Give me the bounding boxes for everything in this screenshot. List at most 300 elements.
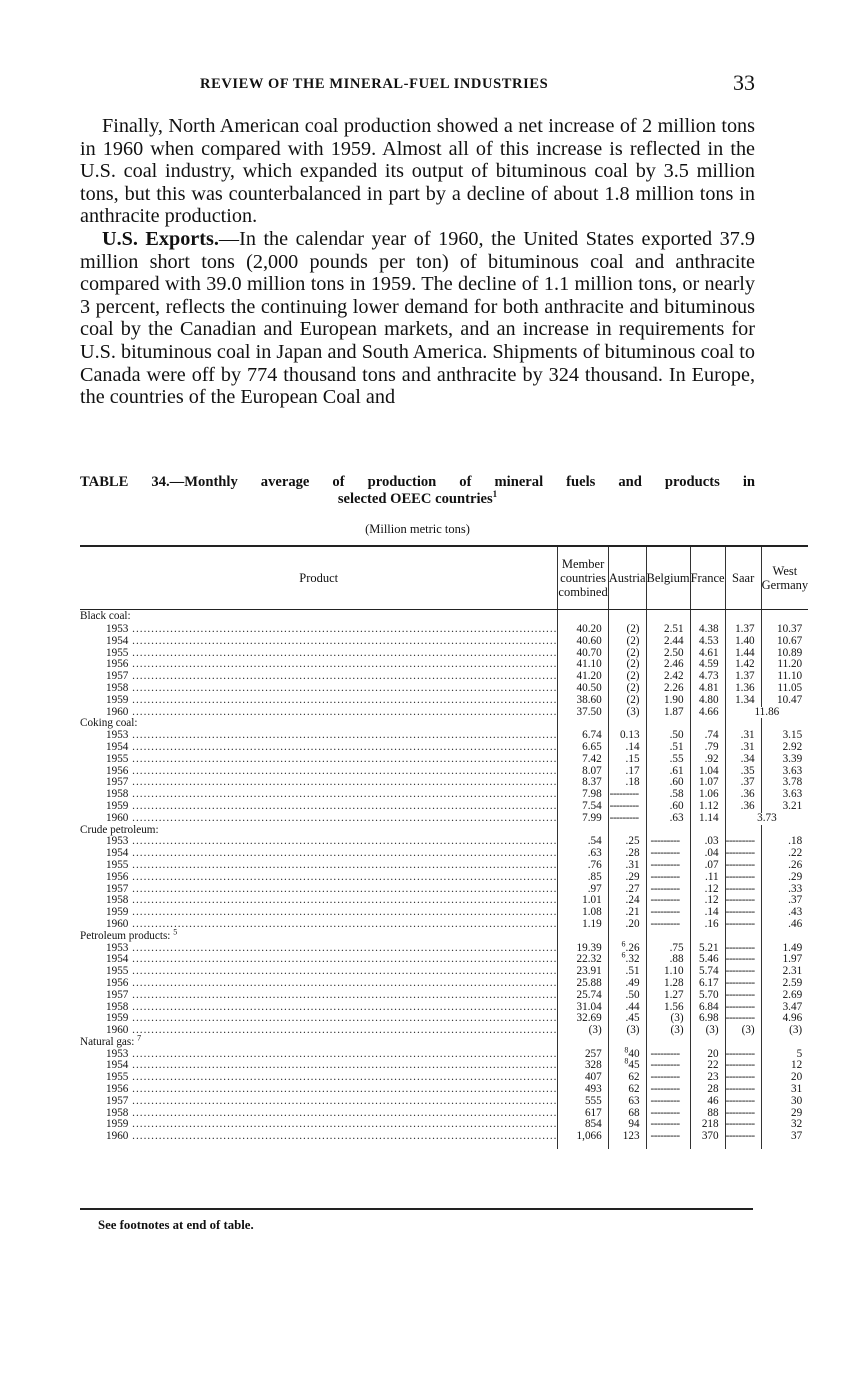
section-row xyxy=(80,825,808,837)
cell-value: 1.42 xyxy=(735,658,755,671)
cell-value: .88 xyxy=(669,953,684,966)
cell-value: 32 xyxy=(790,1118,803,1131)
cell-value: 40 xyxy=(628,1047,640,1060)
table-caption-line-2: selected OEEC countries xyxy=(337,491,493,507)
row-year xyxy=(80,789,558,801)
dash-placeholder: --------- xyxy=(650,1059,680,1072)
cell-value: .51 xyxy=(625,965,640,978)
cell-value: .44 xyxy=(625,1000,640,1013)
row-year xyxy=(80,813,558,825)
row-year xyxy=(80,671,558,683)
row-year xyxy=(80,1013,558,1025)
cell-value: (3) xyxy=(705,1024,719,1037)
cell-value: .37 xyxy=(788,894,803,907)
row-year xyxy=(80,624,558,636)
cell-value: .21 xyxy=(625,906,640,919)
cell-value: .16 xyxy=(704,917,719,930)
cell-value: .24 xyxy=(625,894,640,907)
section-label xyxy=(80,610,558,625)
dash-placeholder: --------- xyxy=(650,1118,680,1131)
cell-saar xyxy=(725,695,761,707)
cell-value: 28 xyxy=(707,1083,719,1096)
cell-value: .17 xyxy=(625,764,640,777)
cell-value: .92 xyxy=(704,752,719,765)
cell-value: 20 xyxy=(790,1071,803,1084)
paragraph-1-text: Finally, North American coal production showed a net increase of 2 million tons in 1960 when compared with 1959. Almost all of this increase is reflected in the U.S. coal industry, which expanded its output of bituminous coal by 3.5 million tons, but this was counterbalanced in part by a decline of about 1.8 million tons in anthracite production. xyxy=(80,115,755,228)
row-year xyxy=(80,1096,558,1108)
dash-placeholder: --------- xyxy=(650,882,680,895)
section-label-text: Black coal: xyxy=(80,610,131,623)
table-row xyxy=(80,884,808,896)
cell-value: .20 xyxy=(625,917,640,930)
cell-value: .60 xyxy=(669,799,684,812)
cell-value: 31 xyxy=(790,1083,803,1096)
section-label xyxy=(80,825,558,837)
cell-value: 3.15 xyxy=(782,729,803,742)
table-row xyxy=(80,1096,808,1108)
cell-value: 10.89 xyxy=(776,646,803,659)
row-year xyxy=(80,872,558,884)
cell-value: 6.65 xyxy=(582,740,602,753)
cell-value: .58 xyxy=(669,788,684,801)
row-year-text: 1959 ..... xyxy=(80,801,557,813)
cell-value: 1.10 xyxy=(664,965,684,978)
cell-austria xyxy=(608,1056,646,1072)
cell-value: 37.50 xyxy=(576,705,602,718)
section-row xyxy=(80,1037,808,1049)
cell-value: 32.69 xyxy=(576,1012,602,1025)
cell-value: 8.37 xyxy=(582,776,602,789)
cell-value: .36 xyxy=(740,788,755,801)
cell-west-germany xyxy=(761,1131,808,1149)
row-year xyxy=(80,1119,558,1131)
paragraph-2-run-in: U.S. Exports. xyxy=(102,227,219,250)
cell-value: 1.12 xyxy=(699,799,719,812)
cell-value: 1.19 xyxy=(582,917,602,930)
row-year xyxy=(80,1002,558,1014)
cell-value: .04 xyxy=(704,847,719,860)
cell-value: .37 xyxy=(740,776,755,789)
row-year-text: 1958 ..... xyxy=(80,1108,557,1120)
table-row xyxy=(80,1060,808,1072)
running-head xyxy=(80,70,755,98)
cell-value: .63 xyxy=(587,847,602,860)
cell-value: 68 xyxy=(628,1106,640,1119)
cell-value: 31.04 xyxy=(576,1000,602,1013)
cell-value: 2.92 xyxy=(782,740,803,753)
row-year xyxy=(80,1108,558,1120)
dash-placeholder: --------- xyxy=(609,799,639,812)
cell-value: 37 xyxy=(790,1130,803,1143)
cell-value: (2) xyxy=(626,693,640,706)
cell-saar xyxy=(725,1025,761,1037)
row-year-text: 1955 ..... xyxy=(80,648,557,660)
cell-value: .51 xyxy=(669,740,684,753)
section-spacer-cell xyxy=(646,1037,690,1049)
table-caption xyxy=(80,474,755,508)
cell-value: 6.17 xyxy=(699,976,719,989)
table-row xyxy=(80,848,808,860)
dash-placeholder: --------- xyxy=(725,1000,755,1013)
table-row xyxy=(80,1013,808,1025)
row-year-text: 1959 ..... xyxy=(80,1013,557,1025)
cell-saar-west-germany: 3.73 xyxy=(725,813,808,825)
cell-value: .50 xyxy=(625,988,640,1001)
cell-value: 10.67 xyxy=(776,634,803,647)
cell-value: 4.81 xyxy=(699,681,719,694)
cell-value: 1.01 xyxy=(582,894,602,907)
cell-value: 62 xyxy=(628,1083,640,1096)
section-row xyxy=(80,718,808,730)
cell-value: 3.21 xyxy=(782,799,803,812)
cell-value: 2.26 xyxy=(664,681,684,694)
cell-austria xyxy=(608,1096,646,1108)
dash-placeholder: --------- xyxy=(725,870,755,883)
dash-placeholder: --------- xyxy=(650,1106,680,1119)
cell-value: 1.27 xyxy=(664,988,684,1001)
row-year-text: 1960 ..... xyxy=(80,1131,557,1143)
cell-saar xyxy=(725,872,761,884)
dash-placeholder: --------- xyxy=(725,1106,755,1119)
row-year-text: 1959 ..... xyxy=(80,695,557,707)
cell-value: .12 xyxy=(704,882,719,895)
cell-value: 5.46 xyxy=(699,953,719,966)
cell-value: .29 xyxy=(788,870,803,883)
dash-placeholder: --------- xyxy=(650,858,680,871)
row-year-text: 1955 ..... xyxy=(80,860,557,872)
cell-value: 0.13 xyxy=(619,729,640,742)
cell-value: .74 xyxy=(704,729,719,742)
row-year-text: 1954 ..... xyxy=(80,954,557,966)
cell-value: (2) xyxy=(626,623,640,635)
dash-placeholder: --------- xyxy=(650,847,680,860)
cell-member-countries xyxy=(558,707,608,719)
cell-value: .29 xyxy=(625,870,640,883)
table-row xyxy=(80,1072,808,1084)
cell-value: .28 xyxy=(625,847,640,860)
row-year-text: 1954 ..... xyxy=(80,1060,557,1072)
paragraph-2 xyxy=(80,228,755,409)
row-year-text: 1955 ..... xyxy=(80,966,557,978)
cell-value: 7.99 xyxy=(582,811,602,824)
cell-austria xyxy=(608,1025,646,1037)
row-year xyxy=(80,636,558,648)
dash-placeholder: --------- xyxy=(725,894,755,907)
cell-value: .18 xyxy=(788,835,803,848)
cell-value: 4.61 xyxy=(699,646,719,659)
cell-belgium xyxy=(646,1025,690,1037)
cell-value: 2.42 xyxy=(664,670,684,683)
row-year xyxy=(80,1049,558,1061)
cell-value: 218 xyxy=(701,1118,719,1131)
cell-value: (2) xyxy=(626,681,640,694)
table-row xyxy=(80,836,808,848)
table-row xyxy=(80,1049,808,1061)
cell-belgium xyxy=(646,1096,690,1108)
cell-value: 257 xyxy=(584,1047,602,1060)
dash-placeholder: --------- xyxy=(725,941,755,954)
cell-value: 4.96 xyxy=(782,1012,803,1025)
dash-placeholder: --------- xyxy=(725,1059,755,1072)
cell-value: .97 xyxy=(587,882,602,895)
cell-saar xyxy=(725,801,761,813)
cell-austria xyxy=(608,1072,646,1084)
cell-value: 63 xyxy=(628,1094,640,1107)
cell-value: .25 xyxy=(625,835,640,848)
row-year-text: 1957 ..... xyxy=(80,884,557,896)
cell-value: 1.49 xyxy=(782,941,803,954)
running-title: REVIEW OF THE MINERAL-FUEL INDUSTRIES xyxy=(200,76,549,92)
cell-value: 1.87 xyxy=(664,705,684,718)
row-year xyxy=(80,895,558,907)
dash-placeholder: --------- xyxy=(650,917,680,930)
cell-value: 30 xyxy=(790,1094,803,1107)
row-year xyxy=(80,648,558,660)
cell-value: .54 xyxy=(587,835,602,848)
dash-placeholder: --------- xyxy=(725,1012,755,1025)
row-year-text: 1954 ..... xyxy=(80,742,557,754)
cell-austria xyxy=(608,813,646,825)
cell-value: .15 xyxy=(625,752,640,765)
section-spacer-cell xyxy=(725,610,761,625)
row-year-text: 1958 ..... xyxy=(80,895,557,907)
table-row xyxy=(80,730,808,742)
cell-value: 19.39 xyxy=(576,941,602,954)
row-year-text: 1954 ..... xyxy=(80,848,557,860)
cell-value: .60 xyxy=(669,776,684,789)
cell-value: 1.37 xyxy=(735,623,755,635)
cell-saar xyxy=(725,919,761,931)
cell-value: 4.73 xyxy=(699,670,719,683)
cell-value: 1.06 xyxy=(699,788,719,801)
cell-belgium xyxy=(646,1131,690,1149)
cell-west-germany xyxy=(761,801,808,813)
cell-saar xyxy=(725,1131,761,1149)
header-west-germany: West Germany xyxy=(761,546,808,610)
dash-placeholder: --------- xyxy=(650,1083,680,1096)
row-year xyxy=(80,730,558,742)
cell-value: .49 xyxy=(625,976,640,989)
cell-value: .12 xyxy=(704,894,719,907)
cell-value: .34 xyxy=(740,752,755,765)
row-year-text: 1956 ..... xyxy=(80,978,557,990)
cell-value: 2.59 xyxy=(782,976,803,989)
cell-value: 493 xyxy=(584,1083,602,1096)
table-header-row xyxy=(80,546,808,610)
row-year xyxy=(80,954,558,966)
cell-value: 7.42 xyxy=(582,752,602,765)
data-table xyxy=(80,545,808,1149)
table-caption-line-1: TABLE 34.—Monthly average of production of mineral fuels and products in xyxy=(80,474,755,490)
cell-france xyxy=(690,707,725,719)
paragraph-2-text: —In the calendar year of 1960, the United States exported 37.9 million short tons (2,000 pounds per ton) of bituminous coal and anthracite compared with 39.0 million tons in 1959. The decline of 1.1 million tons, or nearly 3 percent, reflects the continuing lower demand for both anthracite and bituminous coal by the Canadian and European markets, and an increase in requirements for U.S. bituminous coal in Japan and South America. Shipments of bituminous coal to Canada were off by 774 thousand tons and anthracite by 324 thousand. In Europe, the countries of the European Coal and xyxy=(80,227,755,409)
row-year-text: 1957 ..... xyxy=(80,777,557,789)
cell-value: .32 xyxy=(625,953,640,966)
cell-value: (3) xyxy=(741,1024,755,1037)
section-label xyxy=(80,718,558,730)
row-year-text: 1959 ..... xyxy=(80,907,557,919)
row-year-text: 1958 ..... xyxy=(80,1002,557,1014)
dash-placeholder: --------- xyxy=(725,965,755,978)
cell-austria xyxy=(608,1131,646,1149)
dash-placeholder: --------- xyxy=(725,847,755,860)
cell-footnote-ref: 8 xyxy=(624,1044,629,1054)
dash-placeholder: --------- xyxy=(725,858,755,871)
row-year-text: 1960 ..... xyxy=(80,919,557,931)
cell-value: .26 xyxy=(625,941,640,954)
cell-value: 11.05 xyxy=(777,681,803,694)
cell-value: 6.84 xyxy=(699,1000,719,1013)
cell-value: 5.70 xyxy=(699,988,719,1001)
cell-value: 6.74 xyxy=(582,729,602,742)
cell-value: .03 xyxy=(704,835,719,848)
header-belgium: Belgium xyxy=(646,546,690,610)
cell-value: .31 xyxy=(740,740,755,753)
row-year-text: 1960 ..... xyxy=(80,1025,557,1037)
dash-placeholder: --------- xyxy=(725,988,755,1001)
row-year xyxy=(80,707,558,719)
cell-west-germany xyxy=(761,919,808,931)
cell-value: (2) xyxy=(626,646,640,659)
cell-value: 1.36 xyxy=(735,681,755,694)
cell-value: 12 xyxy=(790,1059,803,1072)
cell-footnote-ref: 6 xyxy=(621,938,626,948)
cell-value: 4.38 xyxy=(699,623,719,635)
dash-placeholder: --------- xyxy=(650,1094,680,1107)
cell-value: 10.47 xyxy=(776,693,803,706)
dash-placeholder: --------- xyxy=(725,1047,755,1060)
section-footnote-ref: 7 xyxy=(137,1033,142,1043)
row-year xyxy=(80,978,558,990)
dash-placeholder: --------- xyxy=(650,894,680,907)
cell-value: .45 xyxy=(625,1012,640,1025)
cell-austria xyxy=(608,801,646,813)
table-row xyxy=(80,1108,808,1120)
cell-value: 1.07 xyxy=(699,776,719,789)
cell-west-germany xyxy=(761,1025,808,1037)
cell-france xyxy=(690,813,725,825)
cell-value: 2.51 xyxy=(664,623,684,635)
table-units: (Million metric tons) xyxy=(365,522,470,536)
cell-value: 5 xyxy=(796,1047,803,1060)
section-label-text: Crude petroleum: xyxy=(80,823,159,836)
page-number: 33 xyxy=(733,70,755,95)
cell-value: 40.70 xyxy=(576,646,602,659)
cell-austria xyxy=(608,1108,646,1120)
cell-value: 1,066 xyxy=(576,1130,602,1143)
table-row xyxy=(80,860,808,872)
cell-value: 1.44 xyxy=(735,646,755,659)
cell-value: (3) xyxy=(789,1024,803,1037)
cell-value: (3) xyxy=(626,705,640,718)
row-year-text: 1958 ..... xyxy=(80,683,557,695)
row-year xyxy=(80,966,558,978)
section-spacer-cell xyxy=(646,610,690,625)
row-year xyxy=(80,1060,558,1072)
header-austria: Austria xyxy=(608,546,646,610)
row-year xyxy=(80,919,558,931)
paragraph-1 xyxy=(80,115,755,228)
cell-france xyxy=(690,1131,725,1149)
cell-value: 407 xyxy=(584,1071,602,1084)
row-year xyxy=(80,1025,558,1037)
cell-footnote-ref: 8 xyxy=(624,1056,629,1066)
cell-value: (2) xyxy=(626,670,640,683)
cell-value: 1.04 xyxy=(699,764,719,777)
section-spacer-cell xyxy=(690,610,725,625)
cell-value: 40.50 xyxy=(576,681,602,694)
cell-value: .61 xyxy=(669,764,684,777)
dash-placeholder: --------- xyxy=(650,1130,680,1143)
cell-value: .31 xyxy=(740,729,755,742)
cell-value: .75 xyxy=(669,941,684,954)
row-year-text: 1956 ..... xyxy=(80,872,557,884)
table-row xyxy=(80,1119,808,1131)
row-year xyxy=(80,943,558,955)
section-label xyxy=(80,1033,558,1049)
cell-value: 88 xyxy=(707,1106,719,1119)
cell-value: .36 xyxy=(740,799,755,812)
row-year-text: 1958 ..... xyxy=(80,789,557,801)
cell-value: 7.98 xyxy=(582,788,602,801)
row-year xyxy=(80,1084,558,1096)
cell-value: 4.66 xyxy=(699,705,719,718)
dash-placeholder: --------- xyxy=(725,906,755,919)
cell-value: .26 xyxy=(788,858,803,871)
cell-value: .33 xyxy=(788,882,803,895)
cell-value: 1.34 xyxy=(735,693,755,706)
cell-value: 11.20 xyxy=(777,658,803,671)
cell-saar xyxy=(725,1096,761,1108)
cell-france xyxy=(690,1025,725,1037)
row-year xyxy=(80,777,558,789)
row-year-text: 1957 ..... xyxy=(80,671,557,683)
dash-placeholder: --------- xyxy=(725,1083,755,1096)
cell-value: 25.88 xyxy=(576,976,602,989)
cell-value: (3) xyxy=(626,1024,640,1037)
section-label-text: Natural gas: xyxy=(80,1035,135,1048)
cell-value: .43 xyxy=(788,906,803,919)
cell-value: 2.31 xyxy=(782,965,803,978)
cell-west-germany xyxy=(761,695,808,707)
dash-placeholder: --------- xyxy=(725,882,755,895)
cell-value: .14 xyxy=(625,740,640,753)
section-spacer-cell xyxy=(608,610,646,625)
dash-placeholder: --------- xyxy=(650,1047,680,1060)
cell-value: 3.47 xyxy=(782,1000,803,1013)
row-year-text: 1959 ..... xyxy=(80,1119,557,1131)
cell-value: 617 xyxy=(584,1106,602,1119)
cell-belgium xyxy=(646,707,690,719)
dash-placeholder: --------- xyxy=(725,1094,755,1107)
cell-value: 5.21 xyxy=(699,941,719,954)
cell-value: 41.20 xyxy=(576,670,602,683)
row-year-text: 1956 ..... xyxy=(80,766,557,778)
cell-value: 3.63 xyxy=(782,764,803,777)
row-year xyxy=(80,683,558,695)
cell-belgium xyxy=(646,813,690,825)
row-year xyxy=(80,1131,558,1149)
table-row xyxy=(80,1131,808,1149)
cell-value: 1.40 xyxy=(735,634,755,647)
row-year-text: 1957 ..... xyxy=(80,990,557,1002)
cell-value: 45 xyxy=(628,1059,640,1072)
cell-value: 2.69 xyxy=(782,988,803,1001)
cell-value: 123 xyxy=(622,1130,640,1143)
table-row xyxy=(80,742,808,754)
cell-value: 328 xyxy=(584,1059,602,1072)
cell-france xyxy=(690,919,725,931)
